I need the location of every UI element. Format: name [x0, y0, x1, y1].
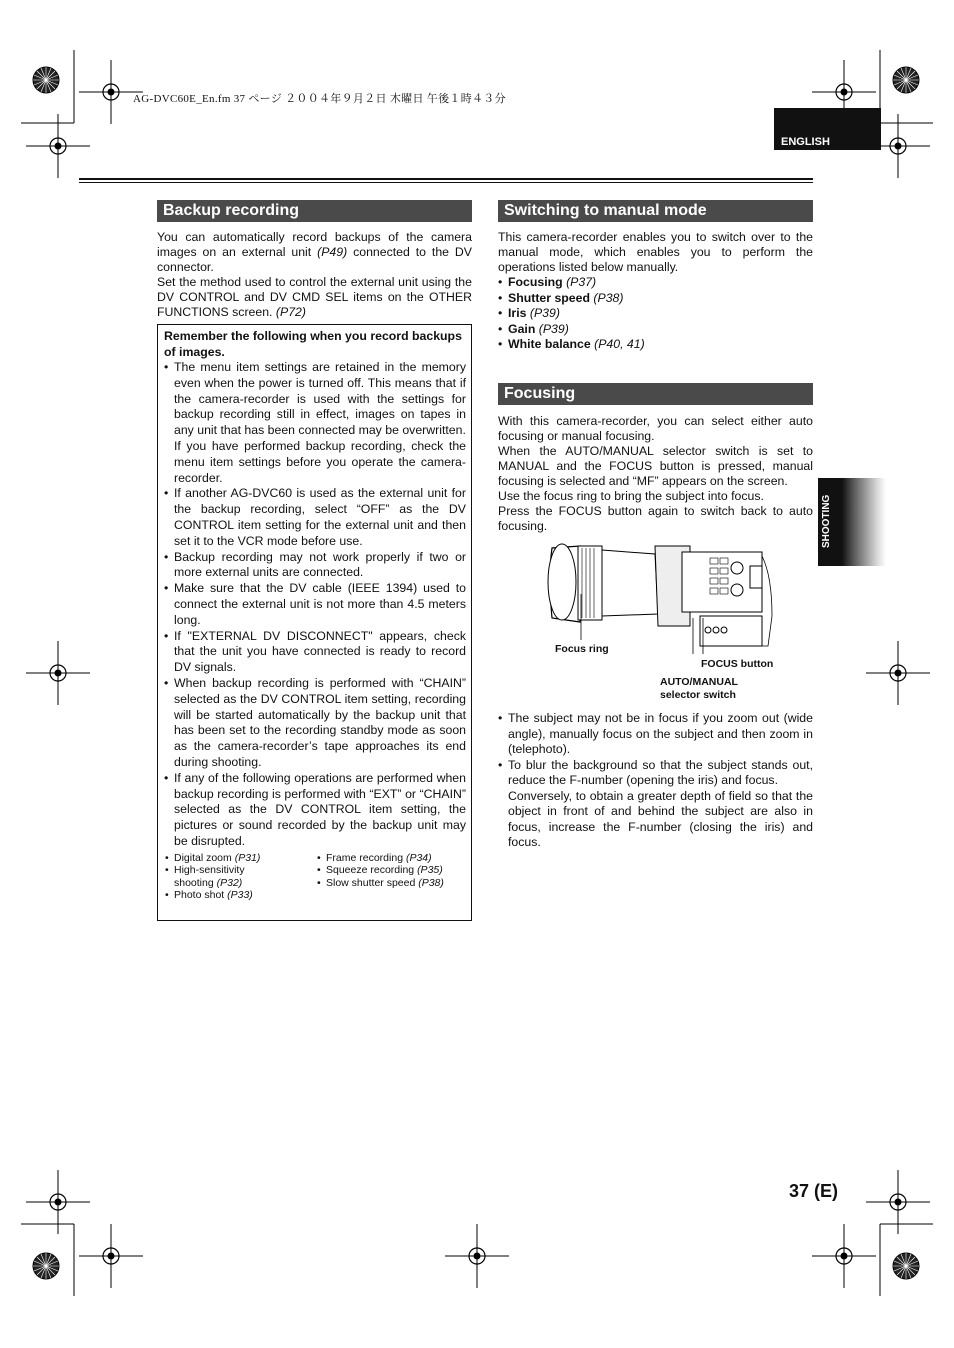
manual-item: • Shutter speed (P38)	[498, 291, 813, 307]
operation-item: • Photo shot (P33)	[164, 889, 316, 902]
note-item: • If any of the following operations are performed when backup recording is performed with “EXT” or “CHAIN” selected as the DV CONTROL item setting, the pictures or sound recorded by the backup unit may be disrupted.	[164, 771, 466, 850]
section-title-manual: Switching to manual mode	[498, 200, 813, 222]
backup-intro: You can automatically record backups of the camera images on an external unit (P49) connected to the DV connector. Set the method used to control the external unit using the DV CONTROL and DV CMD SEL items on the OTHER FUNCTIONS screen. (P72)	[157, 230, 472, 319]
note-item: • The menu item settings are retained in the memory even when the power is turned off. This means that if the camera-recorder is used with the settings for backup recording still in effect, images on tapes in any unit that has been connected may be overwritten. If you have performed backup recording, check the menu item settings before you operate the camera-recorder.	[164, 360, 466, 486]
manual-item: • Focusing (P37)	[498, 275, 813, 291]
section-title-focusing: Focusing	[498, 383, 813, 405]
manual-intro: This camera-recorder enables you to switch over to the manual mode, which enables you to perform the operations listed below manually.	[498, 230, 813, 274]
caption-auto-manual: AUTO/MANUAL selector switch	[660, 676, 738, 701]
language-tab	[774, 108, 881, 150]
operations-list	[164, 852, 466, 902]
caption-focus-ring: Focus ring	[555, 643, 609, 655]
language-tab-label: ENGLISH	[781, 136, 830, 148]
camera-illustration	[540, 536, 780, 654]
focusing-notes	[498, 711, 813, 851]
manual-section	[498, 230, 813, 353]
file-info: AG-DVC60E_En.fm 37 ページ ２００４年９月２日 木曜日 午後１時４３分	[133, 93, 506, 105]
manual-item: • Iris (P39)	[498, 306, 813, 322]
note-item: • Backup recording may not work properly if two or more external units are connected.	[164, 550, 466, 582]
page-number: 37 (E)	[788, 1181, 838, 1201]
header-rule	[79, 178, 813, 180]
section-tab	[818, 478, 886, 566]
note-item: • If "EXTERNAL DV DISCONNECT" appears, check that the unit you have connected is ready to record DV signals.	[164, 629, 466, 676]
caption-focus-button: FOCUS button	[701, 658, 774, 670]
section-tab-label: SHOOTING	[821, 494, 832, 548]
focusing-text: With this camera-recorder, you can select either auto focusing or manual focusing. When the AUTO/MANUAL selector switch is set to MANUAL and the FOCUS button is pressed, manual focusing is selected and “MF” appears on the screen. Use the focus ring to bring the subject into focus. Press the FOCUS button again to switch back to auto focusing.	[498, 414, 813, 533]
note-item: • The subject may not be in focus if you zoom out (wide angle), manually focus on the subject and then zoom in (telephoto).	[498, 711, 813, 758]
notes-box	[157, 324, 472, 921]
header-rule-thin	[79, 182, 813, 183]
operation-item: • Digital zoom (P31)	[164, 852, 316, 865]
operation-item: • High-sensitivity shooting (P32)	[164, 864, 264, 889]
note-item: • If another AG-DVC60 is used as the external unit for the backup recording, select “OFF” as the DV CONTROL item setting for the external unit and then set it to the VCR mode before use.	[164, 486, 466, 549]
note-item: • When backup recording is performed with “CHAIN” selected as the DV CONTROL item setting, recording will be started automatically by the backup unit that has been set to the recording standby mode as soon as the camera-recorder’s tape approaches its end during shooting.	[164, 676, 466, 771]
section-title-backup: Backup recording	[157, 200, 472, 222]
manual-item: • Gain (P39)	[498, 322, 813, 338]
manual-item: • White balance (P40, 41)	[498, 337, 813, 353]
note-item: • Make sure that the DV cable (IEEE 1394) used to connect the external unit is not more than 4.5 meters long.	[164, 581, 466, 628]
note-item: • To blur the background so that the subject stands out, reduce the F-number (opening the iris) and focus. Conversely, to obtain a greater depth of field so that the object in front of and behind the subject are also in focus, increase the F-number (closing the iris) and focus.	[498, 758, 813, 851]
operation-item: • Squeeze recording (P35)	[316, 864, 444, 877]
notes-heading: Remember the following when you record backups of images.	[164, 329, 462, 359]
operation-item: • Frame recording (P34)	[316, 852, 444, 865]
operation-item: • Slow shutter speed (P38)	[316, 877, 444, 890]
